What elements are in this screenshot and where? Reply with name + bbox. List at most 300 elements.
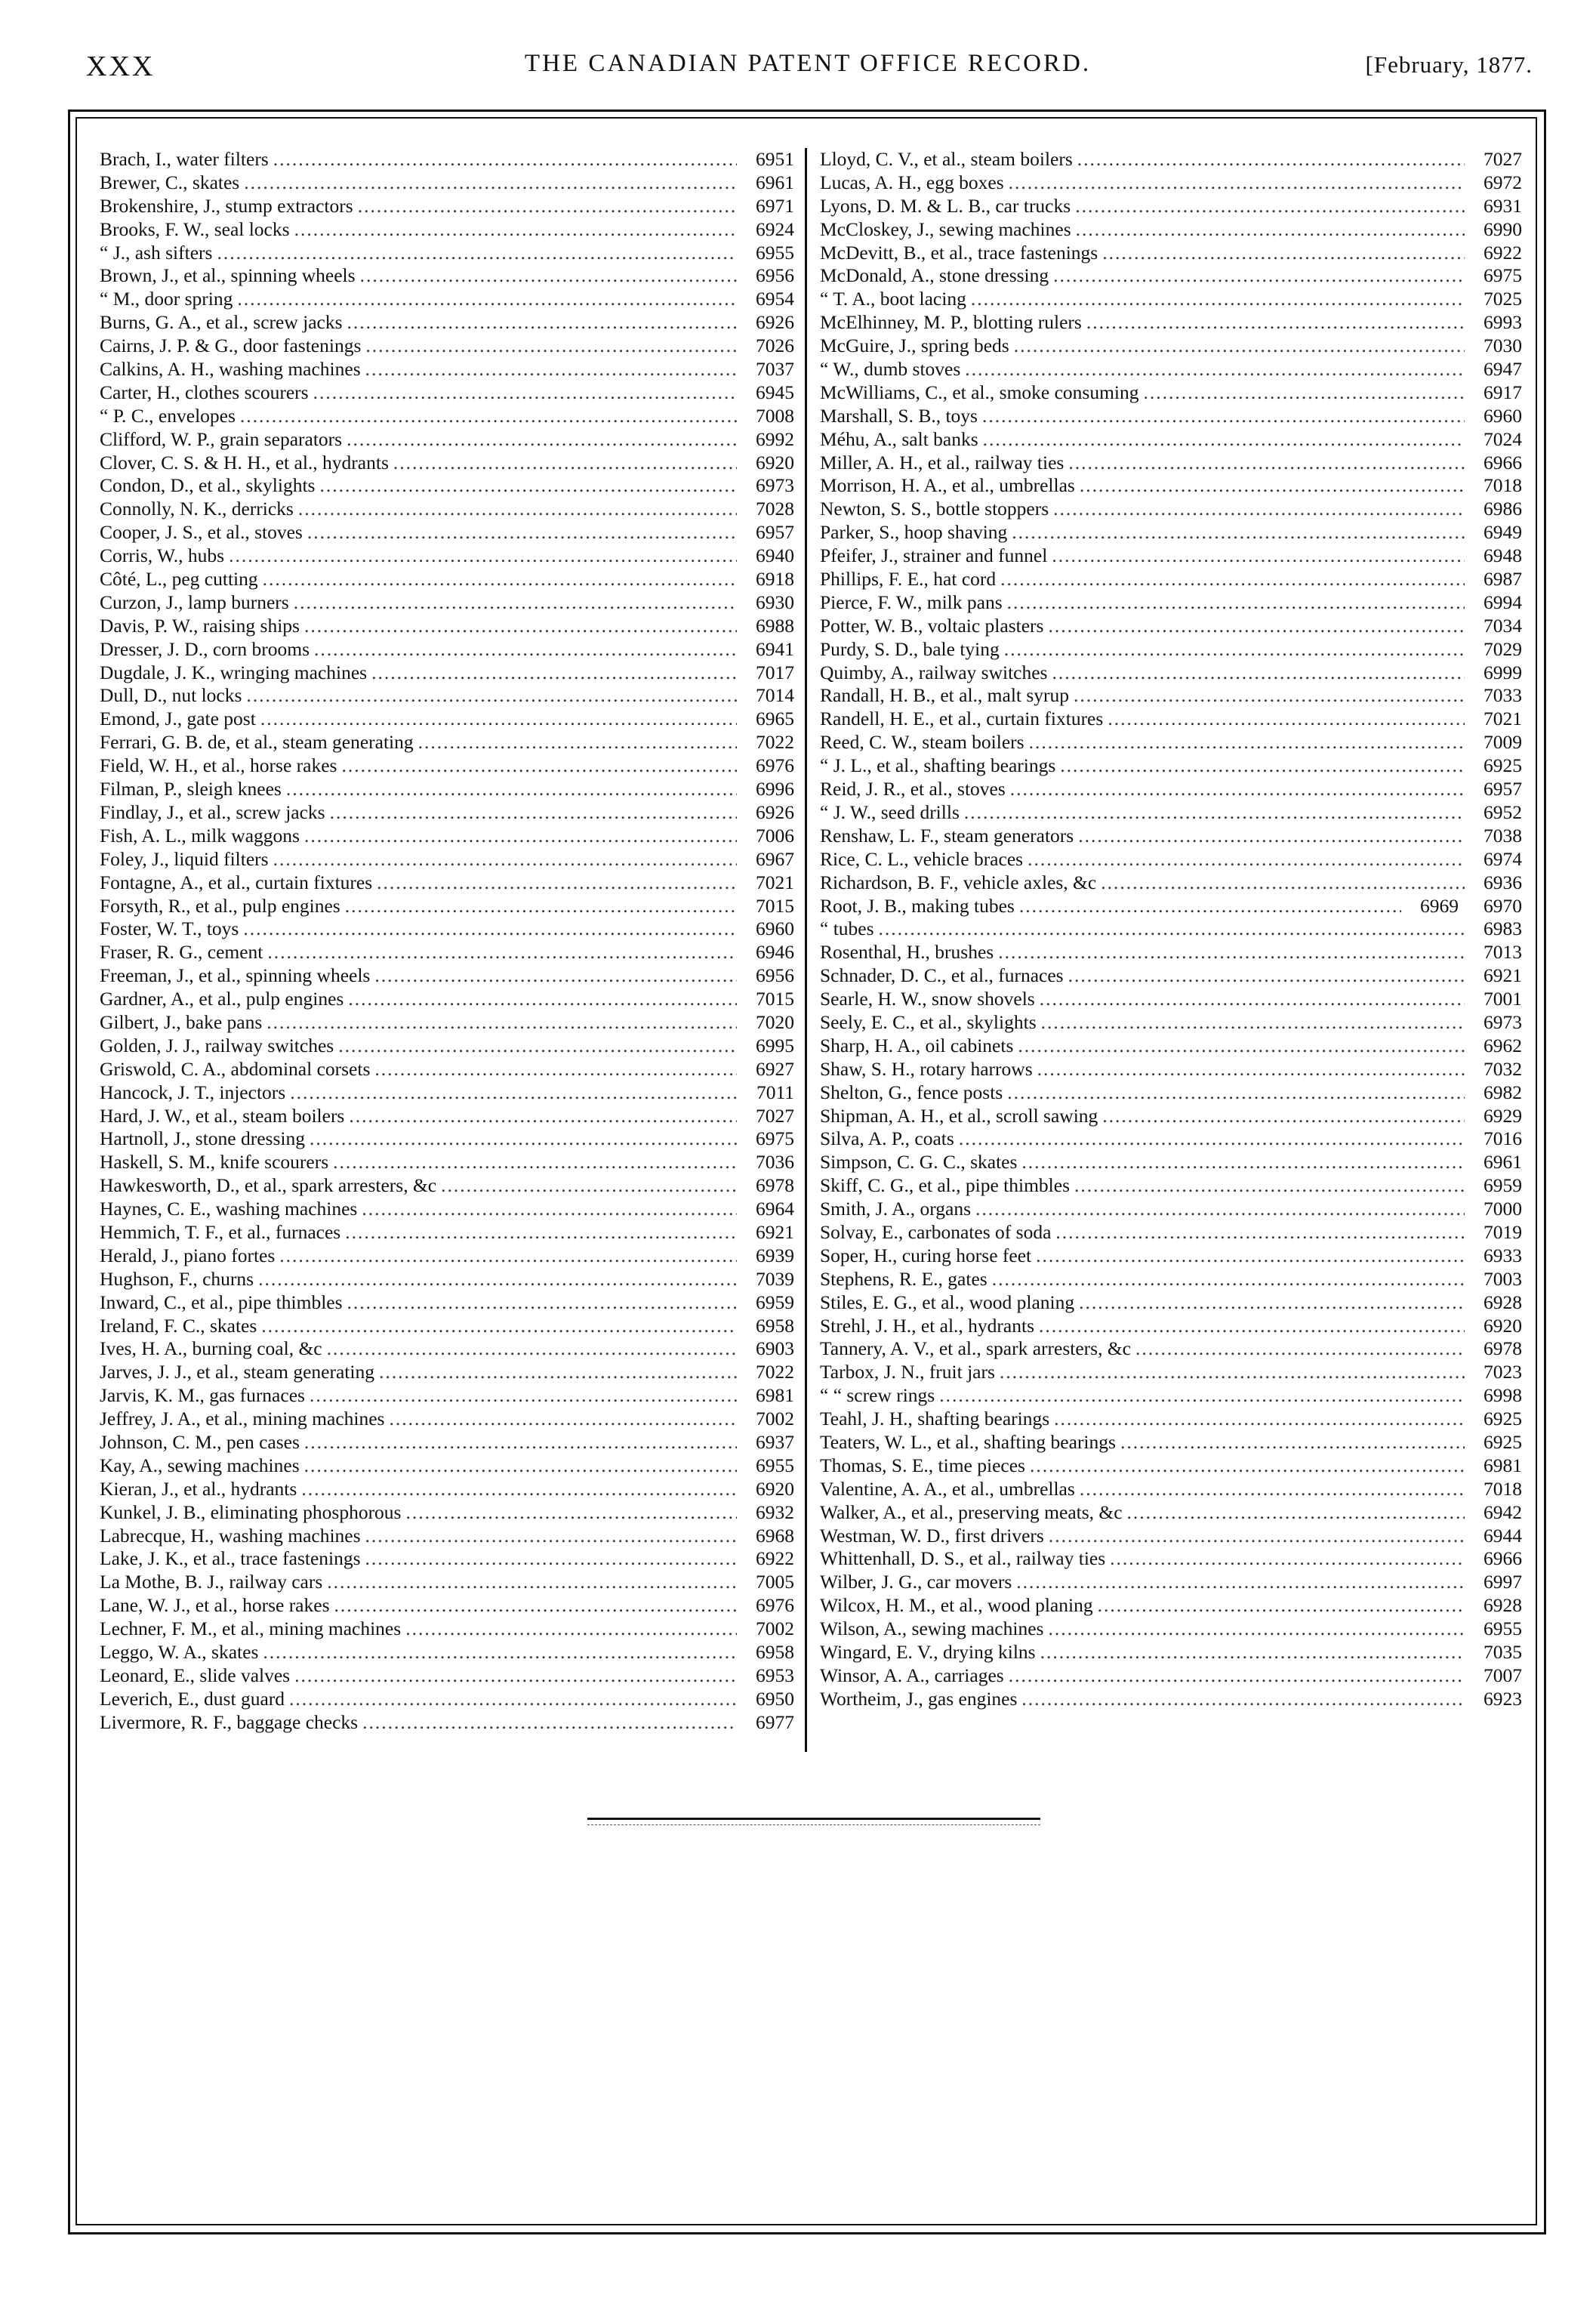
entry-name: Marshall, S. B., toys xyxy=(820,404,978,427)
entry-name: Connolly, N. K., derricks xyxy=(100,498,294,520)
entry-name: Foster, W. T., toys xyxy=(100,918,239,940)
index-entry xyxy=(820,615,1522,638)
index-entry xyxy=(100,871,794,895)
entry-name: Golden, J. J., railway switches xyxy=(100,1034,334,1056)
entry-name: Randall, H. B., et al., malt syrup xyxy=(820,684,1070,707)
index-entry xyxy=(100,474,794,498)
entry-number: 7001 xyxy=(1484,988,1522,1010)
entry-number: 7018 xyxy=(1484,474,1522,497)
leader-dots xyxy=(358,195,737,218)
entry-number: 6942 xyxy=(1484,1500,1522,1523)
leader-dots xyxy=(279,1244,737,1268)
index-entry xyxy=(100,358,794,381)
entry-number: 6925 xyxy=(1484,1430,1522,1453)
entry-number: 7014 xyxy=(756,684,794,707)
index-entry xyxy=(100,684,794,708)
entry-name: Emond, J., gate post xyxy=(100,708,256,730)
entry-name: Jeffrey, J. A., et al., mining machines xyxy=(100,1408,385,1430)
entry-name: Wilber, J. G., car movers xyxy=(820,1571,1012,1593)
entry-name: Wilson, A., sewing machines xyxy=(820,1618,1044,1640)
leader-dots xyxy=(310,1127,737,1151)
entry-name: Fontagne, A., et al., curtain fixtures xyxy=(100,871,373,893)
leader-dots xyxy=(1055,1221,1465,1244)
entry-name: Walker, A., et al., preserving meats, &c xyxy=(820,1500,1123,1523)
leader-dots xyxy=(1053,264,1465,288)
index-entry xyxy=(820,1268,1522,1291)
leader-dots xyxy=(1052,544,1465,568)
index-entry xyxy=(820,638,1522,662)
entry-name: Forsyth, R., et al., pulp engines xyxy=(100,894,340,917)
entry-number: 7022 xyxy=(756,1361,794,1383)
leader-dots xyxy=(243,918,737,941)
index-entry xyxy=(100,521,794,544)
entry-name: Brach, I., water filters xyxy=(100,148,269,170)
leader-dots xyxy=(1039,1315,1465,1338)
entry-name: Leonard, E., slide valves xyxy=(100,1664,291,1686)
entry-name: Kieran, J., et al., hydrants xyxy=(100,1477,297,1500)
index-entry xyxy=(820,428,1522,452)
leader-dots xyxy=(273,848,737,871)
entry-name: Herald, J., piano fortes xyxy=(100,1244,276,1266)
index-entry xyxy=(100,1571,794,1594)
index-entry xyxy=(100,171,794,195)
entry-name: Ives, H. A., burning coal, &c xyxy=(100,1337,322,1360)
entry-number: 6971 xyxy=(756,194,794,217)
entry-number: 6958 xyxy=(756,1641,794,1663)
leader-dots xyxy=(1108,708,1465,731)
entry-number: 6951 xyxy=(756,148,794,170)
entry-name: Carter, H., clothes scourers xyxy=(100,381,309,403)
leader-dots xyxy=(365,358,737,381)
index-entry xyxy=(820,1105,1522,1128)
leader-dots xyxy=(1053,498,1465,521)
leader-dots xyxy=(1041,1011,1465,1035)
entry-name: Westman, W. D., first drivers xyxy=(820,1524,1044,1547)
entry-name: Dugdale, J. K., wringing machines xyxy=(100,661,368,683)
index-entry xyxy=(820,568,1522,591)
leader-dots xyxy=(362,1711,737,1735)
index-entry xyxy=(100,731,794,754)
entry-name: Gardner, A., et al., pulp engines xyxy=(100,988,344,1010)
leader-dots xyxy=(1029,731,1465,754)
entry-number: 6978 xyxy=(756,1174,794,1197)
entry-number: 6966 xyxy=(1484,1547,1522,1570)
entry-name: Filman, P., sleigh knees xyxy=(100,778,282,800)
leader-dots xyxy=(313,381,737,405)
index-entry xyxy=(820,1174,1522,1198)
index-entry xyxy=(820,544,1522,568)
entry-number: 6961 xyxy=(1484,1151,1522,1174)
index-entry xyxy=(100,1454,794,1478)
index-entry xyxy=(820,1478,1522,1501)
leader-dots xyxy=(1040,1641,1465,1664)
entry-number: 7013 xyxy=(1484,941,1522,964)
entry-number: 6941 xyxy=(756,637,794,660)
entry-number: 7032 xyxy=(1484,1057,1522,1080)
leader-dots xyxy=(1068,452,1465,475)
index-entry xyxy=(820,1315,1522,1338)
entry-number: 6982 xyxy=(1484,1081,1522,1103)
entry-number: 6917 xyxy=(1484,381,1522,403)
leader-dots xyxy=(379,1361,737,1384)
entry-number: 7027 xyxy=(1484,148,1522,170)
entry-name: Findlay, J., et al., screw jacks xyxy=(100,800,325,823)
entry-name: Strehl, J. H., et al., hydrants xyxy=(820,1314,1034,1337)
issue-date: [February, 1877. xyxy=(1365,51,1533,78)
entry-number: 6964 xyxy=(756,1198,794,1220)
entry-number: 6990 xyxy=(1484,217,1522,240)
entry-number: 7011 xyxy=(756,1081,794,1103)
entry-number: 6978 xyxy=(1484,1337,1522,1360)
entry-number: 7015 xyxy=(756,894,794,917)
entry-number: 6925 xyxy=(1484,1408,1522,1430)
index-entry xyxy=(820,1291,1522,1315)
entry-number: 6903 xyxy=(756,1337,794,1360)
entry-number: 6928 xyxy=(1484,1594,1522,1617)
entry-name: Root, J. B., making tubes xyxy=(820,894,1015,917)
entry-name: Wilcox, H. M., et al., wood planing xyxy=(820,1594,1093,1617)
index-entry xyxy=(100,264,794,288)
entry-name: McCloskey, J., sewing machines xyxy=(820,217,1071,240)
entry-number: 6962 xyxy=(1484,1034,1522,1056)
entry-name: “ J. W., seed drills xyxy=(820,800,960,823)
entry-name: Shelton, G., fence posts xyxy=(820,1081,1003,1103)
leader-dots xyxy=(393,452,737,475)
index-entry xyxy=(100,638,794,662)
entry-number: 6993 xyxy=(1484,311,1522,334)
index-entry xyxy=(100,1174,794,1198)
entry-name: Livermore, R. F., baggage checks xyxy=(100,1710,359,1733)
entry-number: 7017 xyxy=(756,661,794,683)
leader-dots xyxy=(263,1641,737,1664)
index-column-right xyxy=(820,148,1522,1711)
page-title: THE CANADIAN PATENT OFFICE RECORD. xyxy=(524,50,1092,77)
entry-name: McElhinney, M. P., blotting rulers xyxy=(820,311,1082,334)
leader-dots xyxy=(1012,521,1465,544)
entry-number: 6987 xyxy=(1484,568,1522,591)
entry-name: Lechner, F. M., et al., mining machines xyxy=(100,1618,402,1640)
leader-dots xyxy=(327,1337,737,1361)
leader-dots xyxy=(1080,1478,1465,1501)
index-entry xyxy=(820,964,1522,988)
entry-number: 6965 xyxy=(756,708,794,730)
entry-number: 6967 xyxy=(756,847,794,870)
entry-name: Pierce, F. W., milk pans xyxy=(820,591,1003,613)
index-entry xyxy=(100,1478,794,1501)
entry-number: 6977 xyxy=(756,1710,794,1733)
leader-dots xyxy=(304,825,737,848)
entry-number: 6926 xyxy=(756,800,794,823)
index-entry xyxy=(820,474,1522,498)
column-divider xyxy=(805,148,807,1752)
entry-number: 6926 xyxy=(756,311,794,334)
entry-name: Shaw, S. H., rotary harrows xyxy=(820,1057,1033,1080)
leader-dots xyxy=(304,615,737,638)
leader-dots xyxy=(347,428,737,452)
leader-dots xyxy=(360,264,737,288)
leader-dots xyxy=(267,941,737,964)
leader-dots xyxy=(1086,311,1465,335)
leader-dots xyxy=(1074,684,1465,708)
entry-number: 6956 xyxy=(756,964,794,987)
entry-number: 6948 xyxy=(1484,544,1522,567)
entry-number: 7036 xyxy=(756,1151,794,1174)
index-entry xyxy=(100,335,794,358)
index-entry xyxy=(820,381,1522,405)
entry-number: 7005 xyxy=(756,1571,794,1593)
entry-name: Quimby, A., railway switches xyxy=(820,661,1048,683)
entry-name: Phillips, F. E., hat cord xyxy=(820,568,997,591)
entry-name: Dresser, J. D., corn brooms xyxy=(100,637,310,660)
index-entry xyxy=(100,1035,794,1058)
index-entry xyxy=(820,895,1522,918)
leader-dots xyxy=(371,662,737,685)
entry-number: 6957 xyxy=(1484,778,1522,800)
entry-name: Lucas, A. H., egg boxes xyxy=(820,171,1004,193)
leader-dots xyxy=(959,1127,1465,1151)
leader-dots xyxy=(1000,568,1465,591)
entry-name: “ M., door spring xyxy=(100,288,233,310)
entry-name: Reid, J. R., et al., stoves xyxy=(820,778,1006,800)
leader-dots xyxy=(1036,1244,1465,1268)
leader-dots xyxy=(441,1174,737,1198)
entry-name: Randell, H. E., et al., curtain fixtures xyxy=(820,708,1104,730)
entry-name: Leggo, W. A., skates xyxy=(100,1641,259,1663)
index-entry xyxy=(100,288,794,311)
entry-name: Skiff, C. G., et al., pipe thimbles xyxy=(820,1174,1071,1197)
entry-name: Hartnoll, J., stone dressing xyxy=(100,1127,305,1150)
leader-dots xyxy=(229,544,737,568)
index-entry xyxy=(820,1361,1522,1384)
entry-name: Sharp, H. A., oil cabinets xyxy=(820,1034,1014,1056)
leader-dots xyxy=(304,1454,737,1478)
leader-dots xyxy=(1049,1525,1465,1548)
leader-dots xyxy=(405,1501,737,1525)
leader-dots xyxy=(333,1151,737,1174)
entry-name: Hughson, F., churns xyxy=(100,1267,254,1290)
entry-number: 6994 xyxy=(1484,591,1522,613)
entry-name: Smith, J. A., organs xyxy=(820,1198,972,1220)
index-entry xyxy=(100,1594,794,1618)
index-entry xyxy=(100,1221,794,1244)
index-entry xyxy=(820,708,1522,731)
leader-dots xyxy=(1004,638,1465,662)
entry-name: Valentine, A. A., et al., umbrellas xyxy=(820,1477,1075,1500)
entry-number: 6983 xyxy=(1484,918,1522,940)
leader-dots xyxy=(939,1384,1465,1408)
entry-name: Lyons, D. M. & L. B., car trucks xyxy=(820,194,1071,217)
entry-name: Hard, J. W., et al., steam boilers xyxy=(100,1104,345,1127)
entry-name: “ tubes xyxy=(820,918,874,940)
index-entry xyxy=(100,1198,794,1221)
index-entry xyxy=(100,1384,794,1408)
entry-number: 7007 xyxy=(1484,1664,1522,1686)
entry-number: 6955 xyxy=(756,241,794,264)
entry-number: 7002 xyxy=(756,1618,794,1640)
index-entry xyxy=(820,1035,1522,1058)
entry-number: 6927 xyxy=(756,1057,794,1080)
entry-number: 6931 xyxy=(1484,194,1522,217)
index-entry xyxy=(100,1525,794,1548)
index-entry xyxy=(820,218,1522,242)
entry-name: Stiles, E. G., et al., wood planing xyxy=(820,1291,1075,1313)
entry-number: 7030 xyxy=(1484,335,1522,357)
entry-number: 7039 xyxy=(756,1267,794,1290)
index-entry xyxy=(820,1501,1522,1525)
entry-name: Côté, L., peg cutting xyxy=(100,568,258,591)
index-entry xyxy=(820,148,1522,171)
entry-name: Parker, S., hoop shaving xyxy=(820,521,1008,544)
entry-name: Rosenthal, H., brushes xyxy=(820,941,994,964)
leader-dots xyxy=(992,1268,1465,1291)
page-header xyxy=(83,47,1533,85)
leader-dots xyxy=(1014,335,1465,358)
index-entry xyxy=(100,1431,794,1454)
entry-number: 6956 xyxy=(756,264,794,287)
leader-dots xyxy=(334,1594,738,1618)
entry-number: 6930 xyxy=(756,591,794,613)
index-entry xyxy=(820,1221,1522,1244)
leader-dots xyxy=(1028,848,1465,871)
index-entry xyxy=(100,662,794,685)
index-entry xyxy=(100,148,794,171)
entry-number: 6933 xyxy=(1484,1244,1522,1266)
entry-number: 6939 xyxy=(756,1244,794,1266)
entry-number: 7019 xyxy=(1484,1220,1522,1243)
leader-dots xyxy=(294,591,737,615)
entry-name: Winsor, A. A., carriages xyxy=(820,1664,1004,1686)
entry-number: 6949 xyxy=(1484,521,1522,544)
index-entry xyxy=(100,544,794,568)
entry-number: 7000 xyxy=(1484,1198,1522,1220)
entry-name: Haynes, C. E., washing machines xyxy=(100,1198,358,1220)
index-entry xyxy=(820,242,1522,265)
entry-number: 6981 xyxy=(756,1384,794,1407)
entry-number: 6960 xyxy=(1484,404,1522,427)
leader-dots xyxy=(1007,1081,1465,1105)
entry-name: Hawkesworth, D., et al., spark arresters, &c xyxy=(100,1174,437,1197)
leader-dots xyxy=(240,405,737,428)
leader-dots xyxy=(286,778,737,801)
entry-name: Newton, S. S., bottle stoppers xyxy=(820,498,1049,520)
entry-name: McDonald, A., stone dressing xyxy=(820,264,1049,287)
leader-dots xyxy=(310,1384,737,1408)
index-entry xyxy=(820,848,1522,871)
entry-name: Schnader, D. C., et al., furnaces xyxy=(820,964,1064,987)
entry-name: Lane, W. J., et al., horse rakes xyxy=(100,1594,330,1617)
index-entry xyxy=(820,778,1522,801)
entry-number: 7033 xyxy=(1484,684,1522,707)
entry-number: 6966 xyxy=(1484,451,1522,473)
leader-dots xyxy=(294,218,737,242)
index-entry xyxy=(820,264,1522,288)
entry-name: Condon, D., et al., skylights xyxy=(100,474,316,497)
entry-name: Tarbox, J. N., fruit jars xyxy=(820,1361,995,1383)
entry-name: Whittenhall, D. S., et al., railway ties xyxy=(820,1547,1106,1570)
entry-number: 6959 xyxy=(756,1291,794,1313)
leader-dots xyxy=(998,941,1465,964)
index-entry xyxy=(100,1081,794,1105)
index-entry xyxy=(820,1081,1522,1105)
entry-number: 7015 xyxy=(756,988,794,1010)
index-column-left xyxy=(100,148,794,1735)
entry-name: Corris, W., hubs xyxy=(100,544,225,567)
leader-dots xyxy=(261,1315,737,1338)
entry-number: 7008 xyxy=(756,404,794,427)
leader-dots xyxy=(1068,964,1465,988)
entry-number: 6974 xyxy=(1484,847,1522,870)
entry-number: 6925 xyxy=(1484,754,1522,777)
leader-dots xyxy=(338,1035,737,1058)
index-entry xyxy=(100,708,794,731)
entry-name: Hancock, J. T., injectors xyxy=(100,1081,286,1103)
entry-name: Haskell, S. M., knife scourers xyxy=(100,1151,329,1174)
entry-number: 6992 xyxy=(756,427,794,450)
index-entry xyxy=(820,1244,1522,1268)
leader-dots xyxy=(1052,662,1465,685)
leader-dots xyxy=(1127,1501,1465,1525)
index-entry xyxy=(100,218,794,242)
leader-dots xyxy=(1074,1174,1465,1198)
leader-dots xyxy=(258,1268,737,1291)
index-entry xyxy=(100,801,794,825)
leader-dots xyxy=(273,148,737,171)
entry-name: Curzon, J., lamp burners xyxy=(100,591,289,613)
entry-number: 7022 xyxy=(756,731,794,754)
entry-number: 7021 xyxy=(756,871,794,893)
leader-dots xyxy=(244,171,737,195)
index-entry xyxy=(100,1151,794,1174)
entry-name: Cairns, J. P. & G., door fastenings xyxy=(100,335,362,357)
entry-name: Brooks, F. W., seal locks xyxy=(100,217,290,240)
index-entry xyxy=(820,1618,1522,1641)
index-entry xyxy=(820,1408,1522,1431)
leader-dots xyxy=(362,1198,737,1221)
entry-name: Shipman, A. H., et al., scroll sawing xyxy=(820,1104,1098,1127)
leader-dots xyxy=(389,1408,737,1431)
index-entry xyxy=(100,242,794,265)
index-entry xyxy=(100,1688,794,1711)
leader-dots xyxy=(304,1431,737,1454)
entry-number: 6975 xyxy=(756,1127,794,1150)
entry-name: Clover, C. S. & H. H., et al., hydrants xyxy=(100,451,389,473)
index-entry xyxy=(100,1011,794,1035)
leader-dots xyxy=(1030,1454,1465,1478)
leader-dots xyxy=(294,1664,737,1688)
leader-dots xyxy=(1098,1594,1465,1618)
leader-dots xyxy=(1054,1408,1465,1431)
index-entry xyxy=(820,452,1522,475)
entry-number: 7016 xyxy=(1484,1127,1522,1150)
entry-number: 7021 xyxy=(1484,708,1522,730)
entry-name: “ P. C., envelopes xyxy=(100,404,236,427)
leader-dots xyxy=(1102,1105,1465,1128)
leader-dots xyxy=(1120,1431,1465,1454)
entry-number: 7006 xyxy=(756,824,794,847)
leader-dots xyxy=(246,684,737,708)
entry-number: 7026 xyxy=(756,335,794,357)
entry-name: Ferrari, G. B. de, et al., steam generating xyxy=(100,731,414,754)
index-entry xyxy=(100,1337,794,1361)
index-entry xyxy=(100,1315,794,1338)
index-entry xyxy=(820,731,1522,754)
index-entry xyxy=(100,778,794,801)
entry-name: Rice, C. L., vehicle braces xyxy=(820,847,1024,870)
entry-number: 6999 xyxy=(1484,661,1522,683)
leader-dots xyxy=(1135,1337,1465,1361)
entry-name: Kay, A., sewing machines xyxy=(100,1454,300,1476)
index-entry xyxy=(100,988,794,1011)
